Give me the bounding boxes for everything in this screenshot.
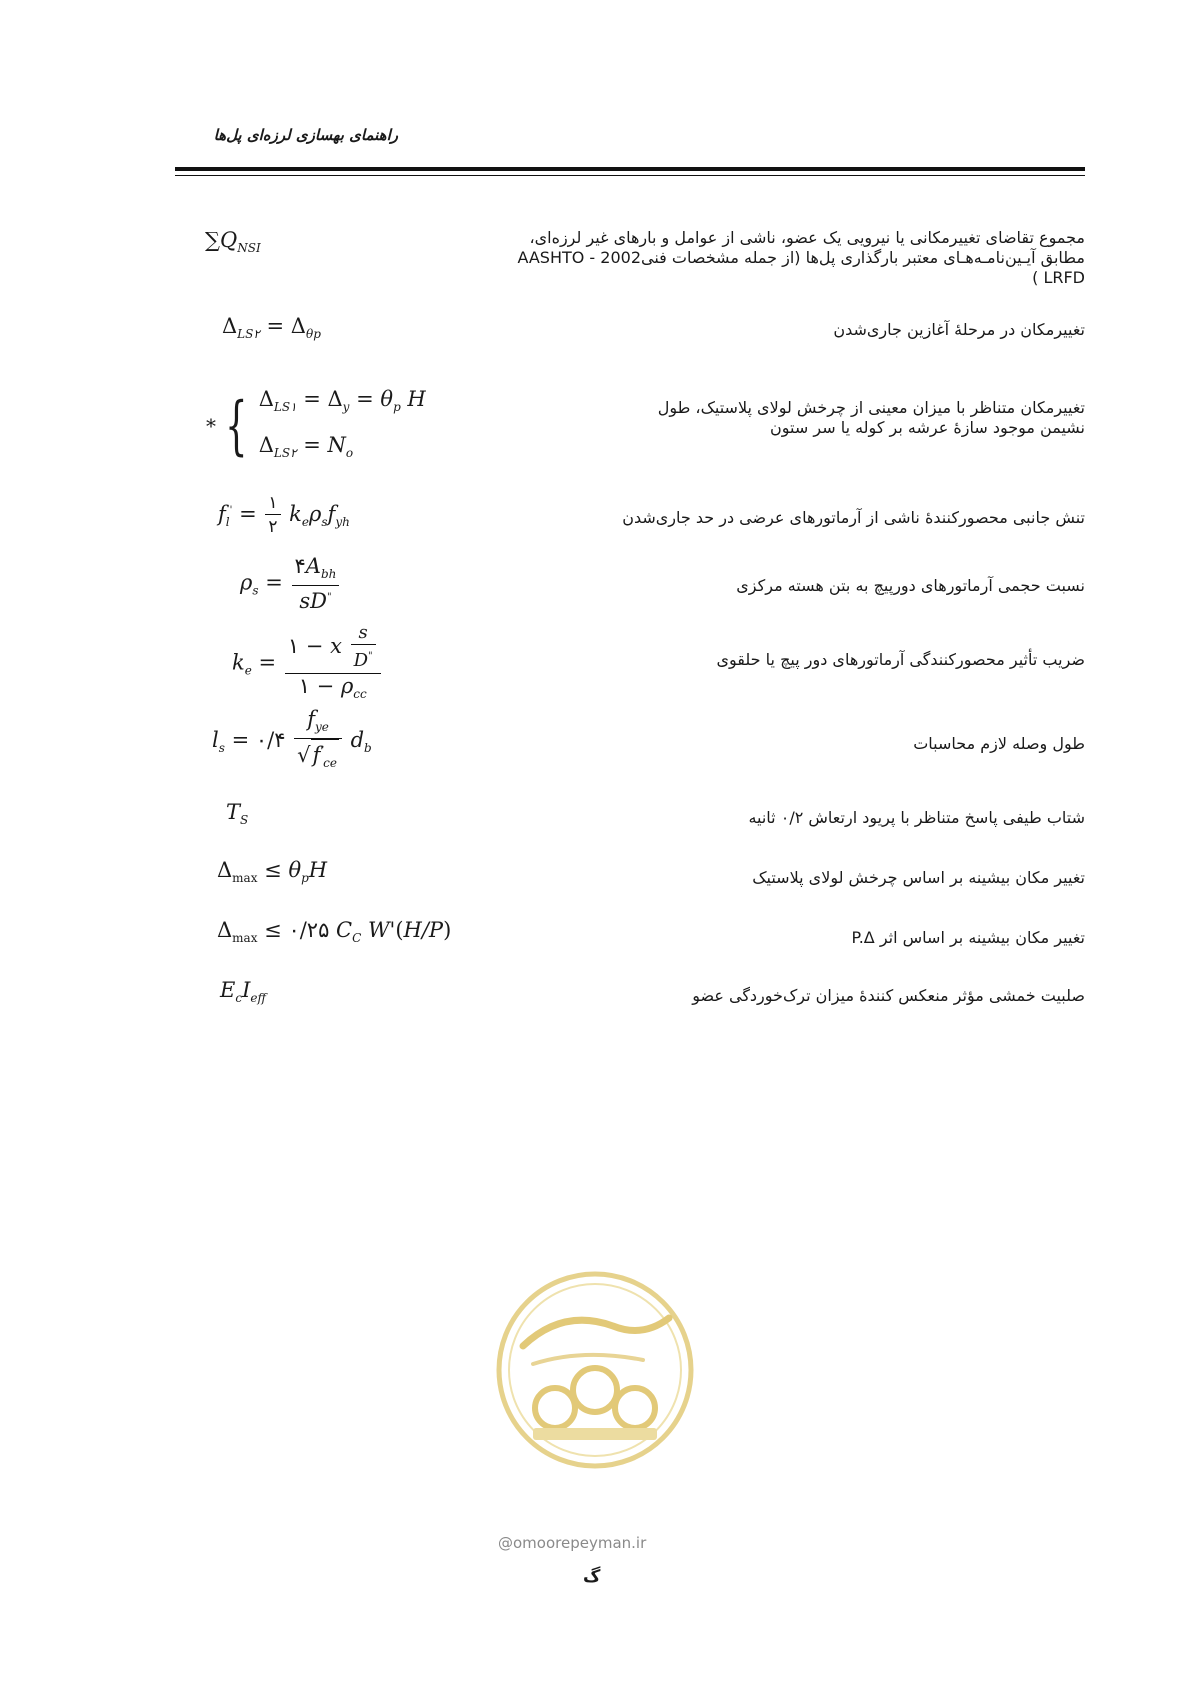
definition-text-k-e: ضریب تأثیر محصورکنندگی آرماتورهای دور پیچ یا حلقوی bbox=[716, 650, 1085, 669]
symbol-k-e: $k_e$ = ۱ − x $\frac{s}{D^"}$ ۱ − $\rho_{cc}$ bbox=[232, 622, 383, 706]
symbol-ec-ieff: $E_cI_{eff}$ bbox=[220, 978, 266, 1005]
header-rule-thick bbox=[175, 167, 1085, 171]
definition-text-l-s: طول وصله لازم محاسبات bbox=[913, 734, 1085, 753]
watermark-url: @omoorepeyman.ir bbox=[498, 1534, 647, 1552]
symbol-t-s: $T_S$ bbox=[226, 800, 249, 827]
definition-text-delta-max-p-delta: تغییر مکان بیشینه بر اساس اثر P.Δ bbox=[851, 928, 1085, 947]
definition-text-delta-max-rotation: تغییر مکان بیشینه بر اساس چرخش لولای پلاستیک bbox=[752, 868, 1085, 887]
watermark-logo bbox=[493, 1268, 697, 1472]
definition-text-delta-ls-pair: تغییرمکان متناظر با میزان معینی از چرخش لولای پلاستیک، طول نشیمن موجود سازهٔ عرشه بر کوله یا سر ستون bbox=[657, 398, 1085, 437]
definition-text-ec-ieff: صلبیت خمشی مؤثر منعکس کنندهٔ میزان ترک‌خوردگی عضو bbox=[692, 986, 1085, 1005]
definition-text-delta-ls2: تغییرمکان در مرحلهٔ آغازین جاری‌شدن bbox=[833, 320, 1085, 339]
header-rule-thin bbox=[175, 175, 1085, 176]
definition-text-sum-q-nsi: مجموع تقاضای تغییرمکانی یا نیرویی یک عضو، ناشی از عوامل و بارهای غیر لرزه‌ای، مطابق آیـین‌نامـه‌هـای معتبر بارگذاری پل‌ها (از جمله مشخصات فنی2002 - AASHTO LRFD ) bbox=[517, 228, 1085, 287]
page-number: گ bbox=[583, 1567, 601, 1587]
symbol-rho-s: $\rho_s$ = $\frac{۴A_{bh}}{sD^"}$ bbox=[240, 555, 341, 613]
symbol-sum-q-nsi: $\sum Q_{NSI}$ bbox=[205, 228, 261, 255]
symbol-delta-max-rotation: $\Delta_{max} \le \theta_pH$ bbox=[217, 858, 328, 885]
definition-text-t-s: شتاب طیفی پاسخ متناظر با پریود ارتعاش ۰/۲ ثانیه bbox=[748, 808, 1085, 827]
symbol-delta-max-p-delta: $\Delta_{max}$ ≤ ۰/۲۵ $C_C$ W'(H/P) bbox=[217, 918, 452, 945]
definition-text-f-l: تنش جانبی محصورکنندهٔ ناشی از آرماتورهای عرضی در حد جاری‌شدن bbox=[622, 508, 1085, 527]
symbol-delta-ls-pair: * { $\Delta_{LS۱} = \Delta_y = \theta_p$ H $\Delta_{LS۲} = N_o$ bbox=[206, 387, 426, 463]
page-header-title: راهنمای بهسازی لرزه‌ای پل‌ها bbox=[213, 126, 398, 144]
symbol-f-l: $f_l'$ = $\frac{۱}{۲}$ $k_e\rho_sf_{yh}$ bbox=[218, 493, 350, 537]
symbol-l-s: $l_s$ = ۰/۴ $\frac{f_{ye}}{√f'_{ce}}$ $d_b$ bbox=[212, 708, 372, 775]
symbol-delta-ls2: $\Delta_{LS۲} = \Delta_{\theta p}$ bbox=[222, 314, 321, 341]
definition-text-rho-s: نسبت حجمی آرماتورهای دورپیچ به بتن هسته مرکزی bbox=[736, 576, 1085, 595]
